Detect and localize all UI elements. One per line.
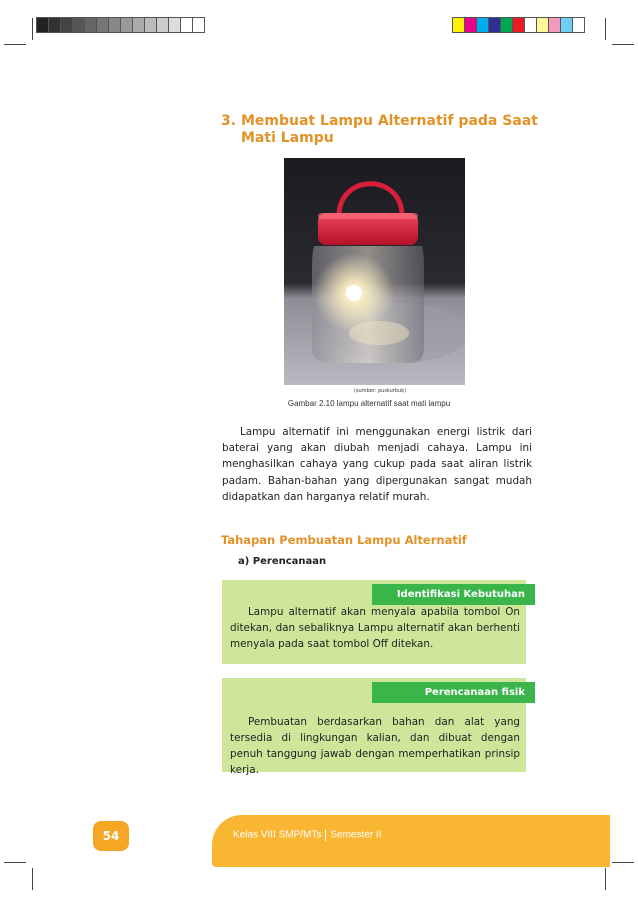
figure-caption: Gambar 2.10 lampu alternatif saat mati lampu [287, 399, 451, 408]
crop-mark [32, 18, 33, 40]
body-paragraph [222, 424, 532, 505]
color-calibration-bar [452, 17, 584, 33]
crop-mark [4, 44, 26, 45]
jar-lamp-photo [284, 158, 465, 385]
crop-mark [605, 868, 606, 890]
footer-separator [325, 829, 326, 841]
footer-text [233, 829, 382, 841]
needs-identification-paragraph: Lampu alternatif akan menyala apabila tombol On ditekan, dan sebaliknya Lampu alternatif akan berhenti menyala pada saat tombol Off ditekan. [230, 606, 520, 650]
crop-mark [605, 18, 606, 40]
steps-heading: Tahapan Pembuatan Lampu Alternatif [221, 533, 467, 547]
page-number: 54 [93, 821, 129, 851]
needs-identification-label: Identifikasi Kebutuhan [372, 584, 535, 605]
footer-semester-label: Semester II [330, 829, 382, 841]
crop-mark [612, 862, 634, 863]
footer-bar [212, 815, 610, 867]
physical-planning-label: Perencanaan fisik [372, 682, 535, 703]
footer-class-label: Kelas VIII SMP/MTs [233, 829, 322, 841]
body-text: Lampu alternatif ini menggunakan energi listrik dari baterai yang akan diubah menjadi cahaya. Lampu ini menghasilkan cahaya yang cukup pada saat aliran listrik padam. Bahan-bahan yang dipergunakan sangat mudah didapatkan dan harganya relatif murah. [222, 426, 532, 503]
physical-planning-box [222, 678, 526, 776]
needs-identification-text [230, 604, 520, 652]
crop-mark [32, 868, 33, 890]
needs-identification-box [222, 580, 526, 664]
section-heading: Membuat Lampu Alternatif pada Saat Mati Lampu [241, 113, 538, 146]
physical-planning-paragraph: Pembuatan berdasarkan bahan dan alat yang tersedia di lingkungan kalian, dan dibuat dengan penuh tanggung jawab dengan memperhatikan prinsip kerja. [230, 716, 520, 776]
grayscale-calibration-bar [36, 17, 204, 33]
physical-planning-text [230, 714, 520, 778]
crop-mark [612, 44, 634, 45]
crop-mark [4, 862, 26, 863]
section-number: 3. [221, 113, 237, 129]
step-a-label: a) Perencanaan [238, 556, 327, 567]
figure-credit: (sumber: puskurbuk) [353, 388, 407, 394]
